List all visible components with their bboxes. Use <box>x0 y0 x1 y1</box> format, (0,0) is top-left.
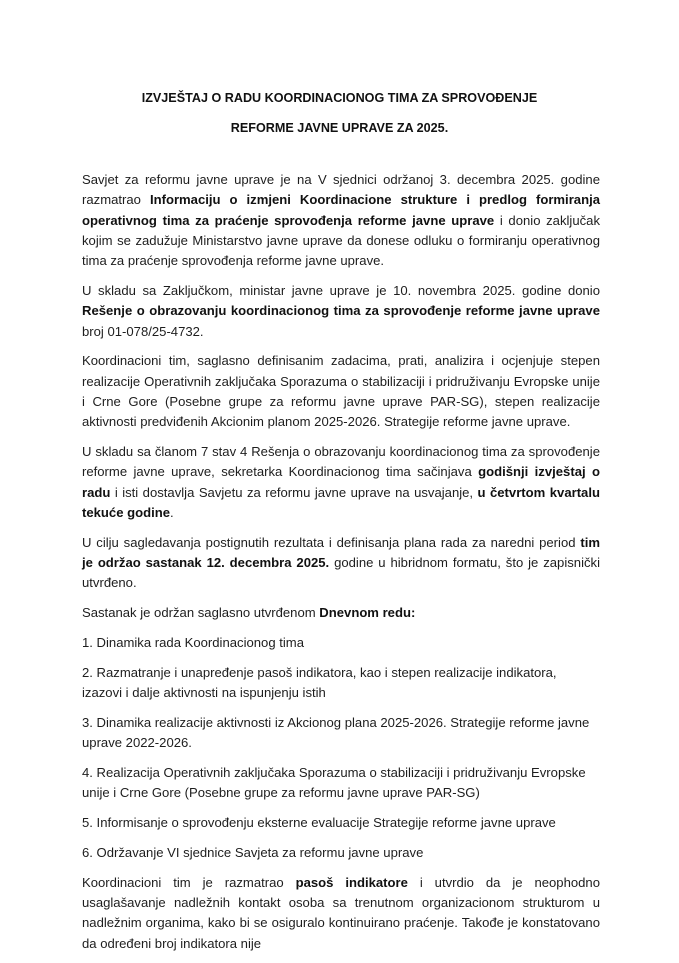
paragraph-text: i donio zaključak kojim se zadužuje Ministarstvo javne uprave da donese odluku o formiranju operativnog tima za praćenje sprovođenja reforme javne uprave. <box>82 212 600 269</box>
paragraph-agenda-intro <box>82 603 600 623</box>
paragraph-text: Sastanak je održan saglasno utvrđenom <box>82 605 320 621</box>
document-title-line-2: REFORME JAVNE UPRAVE ZA 2025. <box>230 121 449 135</box>
document-title-line-1: IZVJEŠTAJ O RADU KOORDINACIONOG TIMA ZA SPROVOĐENJE <box>141 91 538 105</box>
agenda-item-3: 3. Dinamika realizacije aktivnosti iz Akcionog plana 2025-2026. Strategije reforme javne uprave 2022-2026. <box>82 714 590 751</box>
document-body <box>82 170 600 963</box>
paragraph-text: broj 01-078/25-4732. <box>82 323 204 339</box>
paragraph-team-tasks: Koordinacioni tim, saglasno definisanim zadacima, prati, analizira i ocjenjuje stepen realizacije Operativnih zaključaka Sporazuma o stabilizaciji i pridruživanju Evropske unije i Crne Gore (Posebne grupe za reformu javne uprave PAR-SG), stepen realizacije aktivnosti predviđenih Akcionim planom 2025-2026. Strategije reforme javne uprave. <box>82 353 600 430</box>
paragraph-text: U cilju sagledavanja postignutih rezultata i definisanja plana rada za naredni period <box>82 534 581 550</box>
agenda-item-6: 6. Održavanje VI sjednice Savjeta za reformu javne uprave <box>82 844 424 860</box>
agenda-item-4: 4. Realizacija Operativnih zaključaka Sporazuma o stabilizaciji i pridruživanju Evropske unije i Crne Gore (Posebne grupe za reformu javne uprave PAR-SG) <box>82 764 586 801</box>
bold-text: Dnevnom redu: <box>319 605 416 621</box>
bold-text: godišnji izvještaj o radu <box>82 464 600 500</box>
paragraph-text: U skladu sa Zaključkom, ministar javne uprave je 10. novembra 2025. godine donio <box>82 282 600 298</box>
paragraph-text: Koordinacioni tim je razmatrao <box>82 874 296 890</box>
paragraph-text: i utvrdio da je neophodno usaglašavanje nadležnih kontakt osoba sa trenutnom organizacionom strukturom u nadležnim organima, kako bi se osiguralo kontinuirano praćenje. Takođe je konstatovano da određeni broj indikatora nije <box>82 874 600 951</box>
paragraph-annual-report <box>82 442 600 523</box>
paragraph-decision <box>82 281 600 342</box>
paragraph-text: U skladu sa članom 7 stav 4 Rešenja o obrazovanju koordinacionog tima za sprovođenje reforme javne uprave, sekretarka Koordinacionog tima sačinjava <box>82 444 600 480</box>
bold-text: Rešenje o obrazovanju koordinacionog tima za sprovođenje reforme javne uprave <box>82 303 600 319</box>
paragraph-text: godine u hibridnom formatu, što je zapisnički utvrđeno. <box>82 555 600 591</box>
agenda-item-2: 2. Razmatranje i unapređenje pasoš indikatora, kao i stepen realizacije indikatora, izazovi i dalje aktivnosti na ispunjenju istih <box>82 664 557 701</box>
bold-text: Informaciju o izmjeni Koordinacione strukture i predlog formiranja operativnog tima za praćenje sprovođenja reforme javne uprave <box>82 192 600 228</box>
bold-text: pasoš indikatore <box>295 874 408 890</box>
paragraph-council-session <box>82 170 600 271</box>
paragraph-text: . <box>170 504 174 520</box>
paragraph-indicators <box>82 873 600 954</box>
agenda-item-5: 5. Informisanje o sprovođenju eksterne evaluacije Strategije reforme javne uprave <box>82 815 556 831</box>
paragraph-text: Savjet za reformu javne uprave je na V sjednici održanoj 3. decembra 2025. godine razmatrao <box>82 172 600 208</box>
paragraph-meeting <box>82 533 600 594</box>
bold-text: u četvrtom kvartalu tekuće godine <box>82 484 600 520</box>
agenda-item-1: 1. Dinamika rada Koordinacionog tima <box>82 634 304 650</box>
bold-text: tim je održao sastanak 12. decembra 2025. <box>82 534 600 571</box>
paragraph-text: i isti dostavlja Savjetu za reformu javne uprave na usvajanje, <box>110 484 478 500</box>
